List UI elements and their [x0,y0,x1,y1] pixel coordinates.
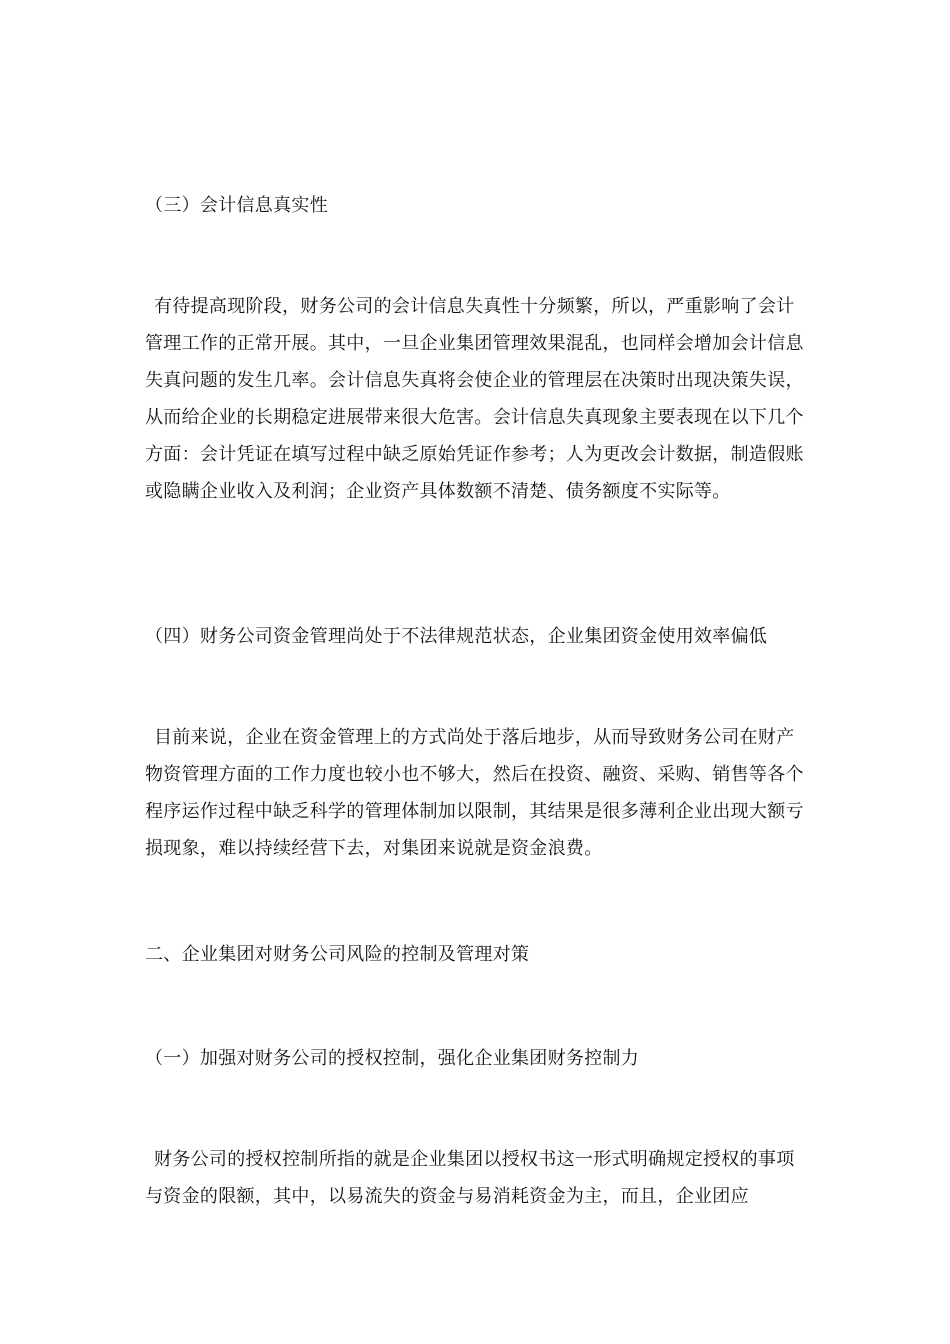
section-heading-4: （四）财务公司资金管理尚处于不法律规范状态，企业集团资金使用效率偏低 [145,626,768,647]
chapter-heading-2: 二、企业集团对财务公司风险的控制及管理对策 [145,944,530,965]
section-heading-3: （三）会计信息真实性 [145,195,328,216]
paragraph-authorization-control: 财务公司的授权控制所指的就是企业集团以授权书这一形式明确规定授权的事项与资金的限额，其中，以易流失的资金与易消耗资金为主，而且，企业团应 [145,1149,795,1207]
section-heading-1: （一）加强对财务公司的授权控制，强化企业集团财务控制力 [145,1048,640,1069]
paragraph-fund-management: 目前来说，企业在资金管理上的方式尚处于落后地步，从而导致财务公司在财产物资管理方面的工作力度也较小也不够大，然后在投资、融资、采购、销售等各个程序运作过程中缺乏科学的管理体制加以限制，其结果是很多薄利企业出现大额亏损现象，难以持续经营下去，对集团来说就是资金浪费。 [145,727,804,859]
paragraph-accounting-info: 有待提高现阶段，财务公司的会计信息失真性十分频繁，所以，严重影响了会计管理工作的正常开展。其中，一旦企业集团管理效果混乱，也同样会增加会计信息失真问题的发生几率。会计信息失真将会使企业的管理层在决策时出现决策失误，从而给企业的长期稳定进展带来很大危害。会计信息失真现象主要表现在以下几个方面：会计凭证在填写过程中缺乏原始凭证作参考；人为更改会计数据，制造假账或隐瞒企业收入及利润；企业资产具体数额不清楚、债务额度不实际等。 [145,296,804,502]
